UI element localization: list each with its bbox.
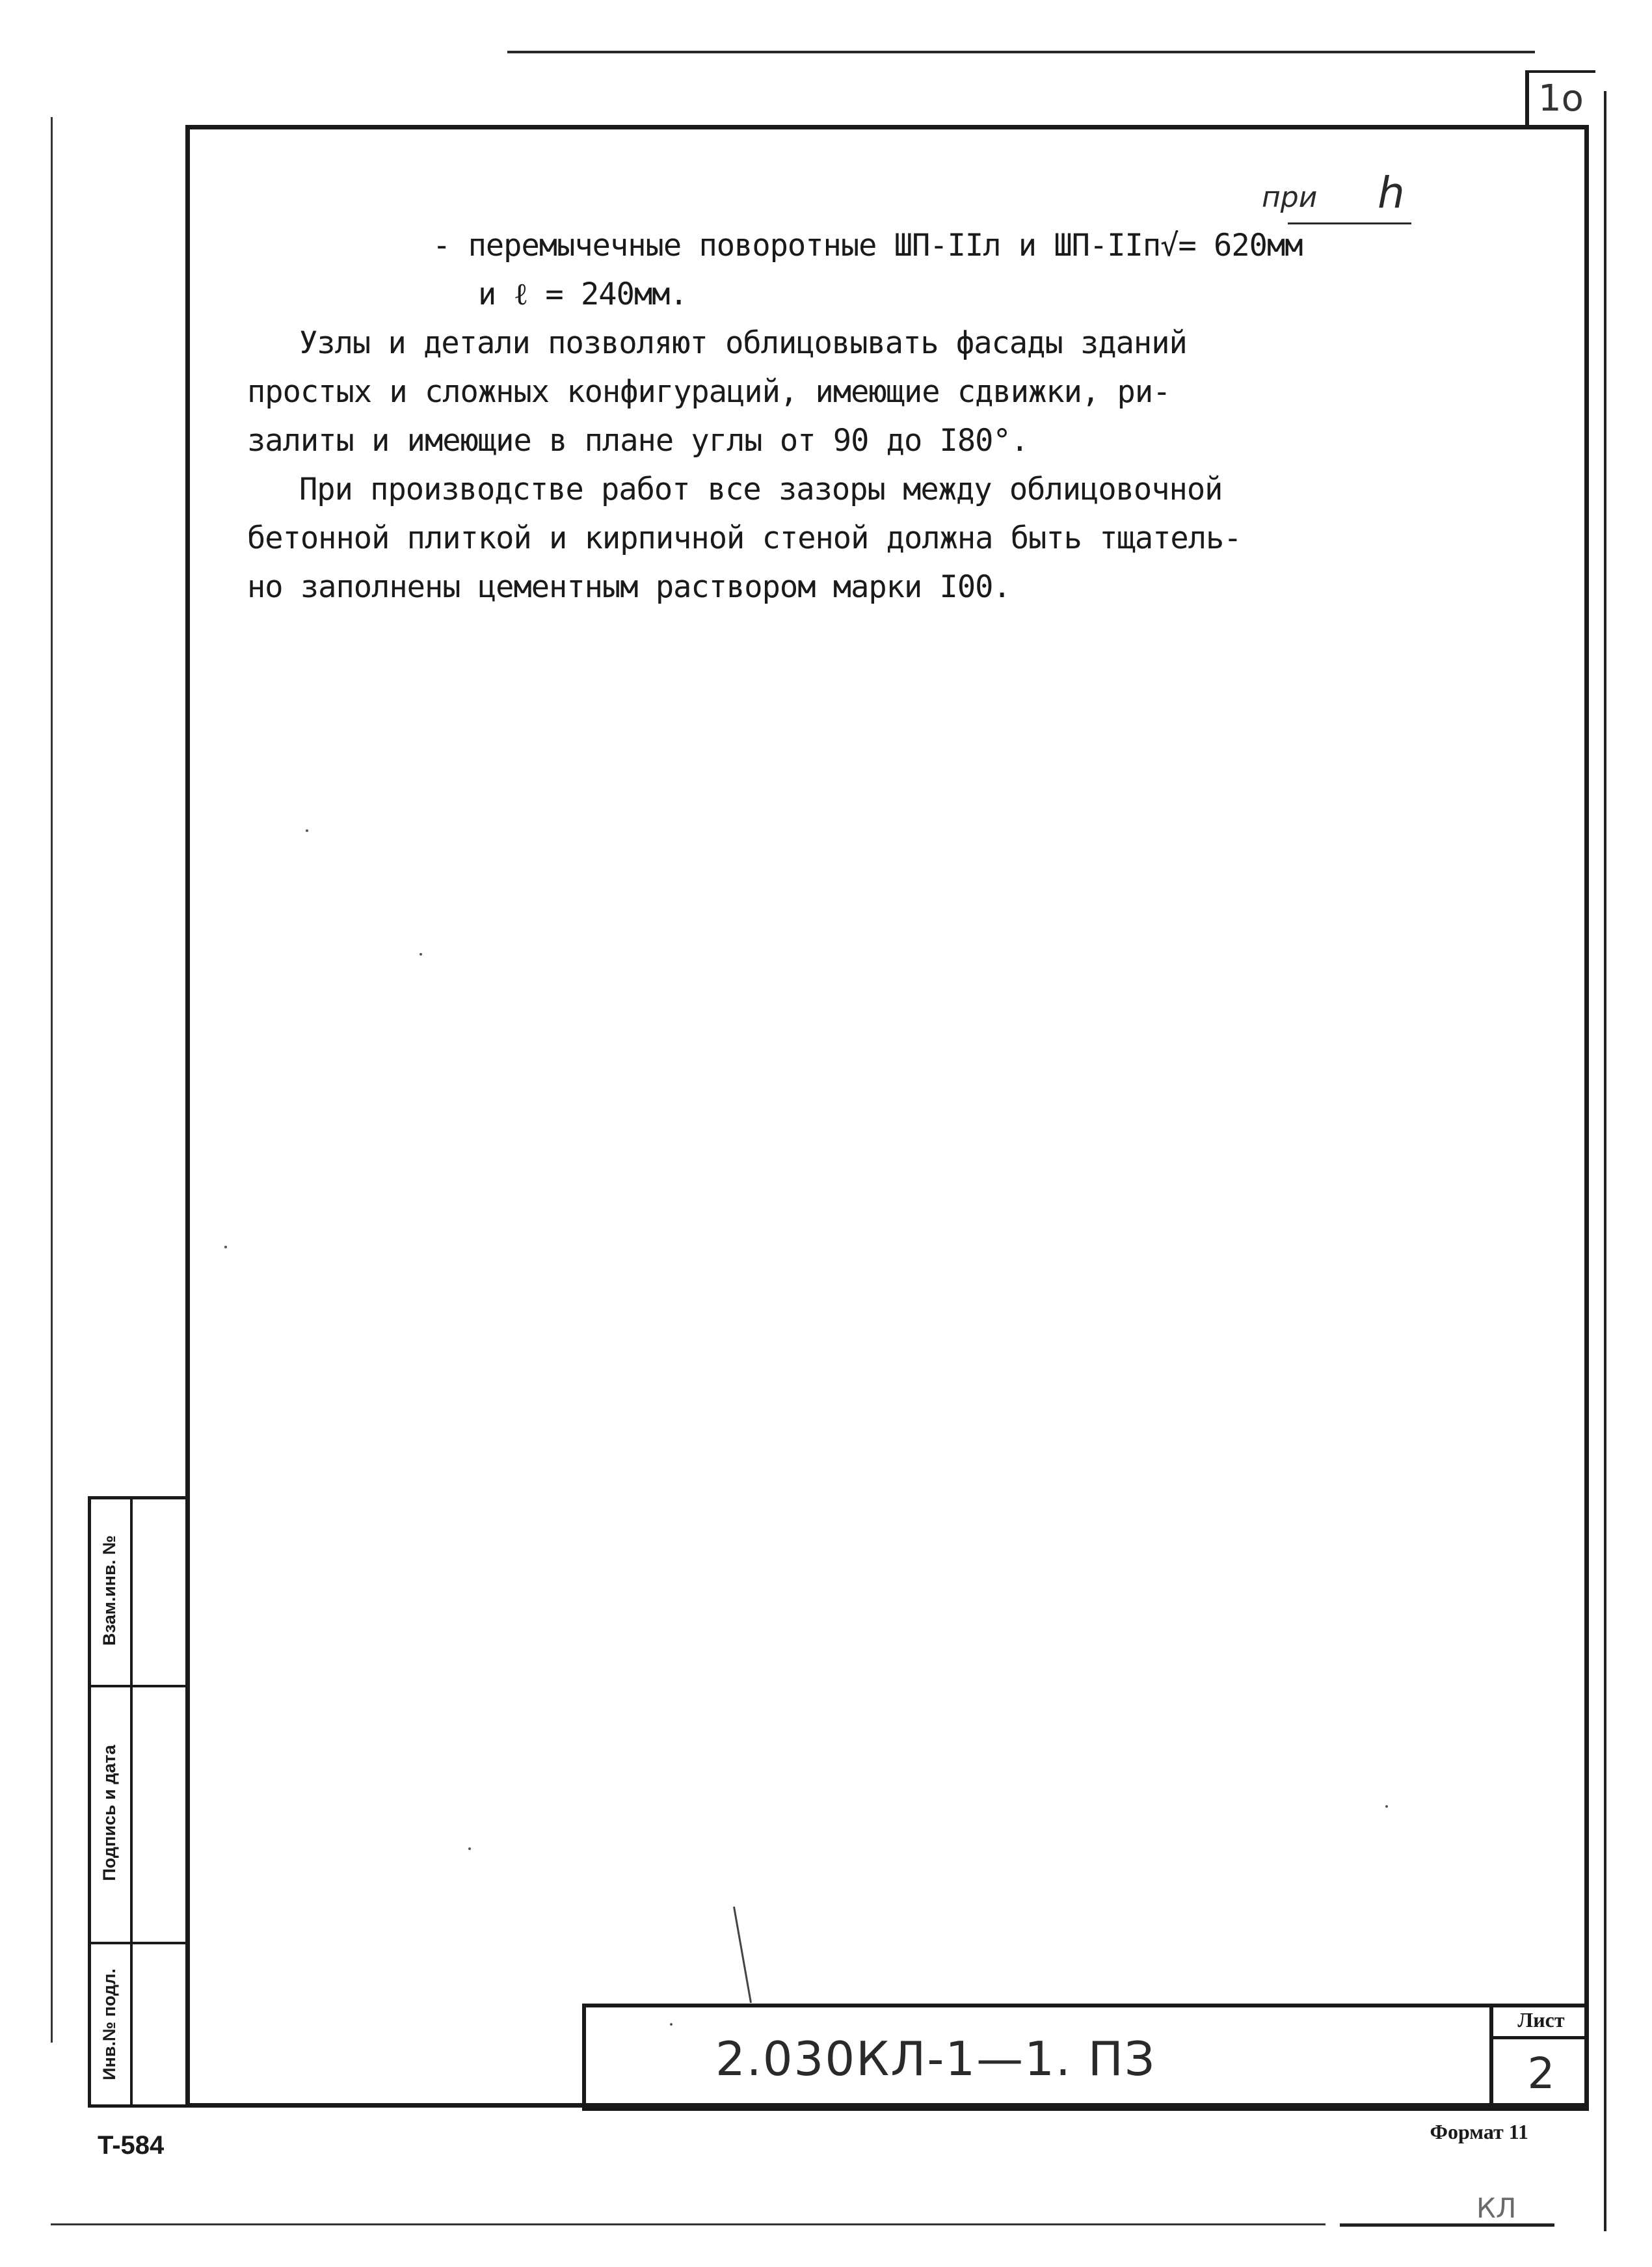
side-label-signature-date: Подпись и дата xyxy=(100,1745,119,1881)
text-line: - перемычечные поворотные ШП-IIл и ШП-IIп√= 620мм xyxy=(433,228,1303,263)
paragraph-start: Узлы и детали позволяют облицовывать фасады зданий xyxy=(299,325,1187,361)
scan-edge-line-top xyxy=(507,51,1535,53)
text-line: простых и сложных конфигураций, имеющие сдвижки, ри- xyxy=(247,374,1171,410)
scan-edge-line-left xyxy=(51,117,53,2043)
scan-speck xyxy=(224,1246,227,1248)
handwritten-initials: КЛ xyxy=(1476,2192,1517,2224)
sheet-label: Лист xyxy=(1517,2008,1565,2032)
text-line: и ℓ = 240мм. xyxy=(478,276,687,312)
paragraph-start: При производстве работ все зазоры между облицовочной xyxy=(299,472,1223,507)
scan-speck xyxy=(468,1847,471,1850)
side-label-original-inv: Инв.№ подл. xyxy=(100,1968,119,2080)
sheet-number: 2 xyxy=(1527,2048,1555,2099)
text-line: бетонной плиткой и кирпичной стеной должна быть тщатель- xyxy=(247,520,1242,556)
scan-speck xyxy=(420,953,422,956)
scan-edge-line-bottom xyxy=(51,2223,1326,2225)
text-line: но заполнены цементным раствором марки I00. xyxy=(247,569,1011,605)
handwritten-h: h xyxy=(1378,168,1405,218)
body-text xyxy=(247,221,1551,611)
handwritten-note: при xyxy=(1262,181,1318,214)
scan-speck xyxy=(1385,1805,1388,1808)
scan-speck xyxy=(306,829,308,832)
side-label-replacement-inv: Взам.инв. № xyxy=(100,1535,119,1646)
t-code: T-584 xyxy=(98,2131,165,2160)
format-label: Формат 11 xyxy=(1430,2120,1528,2143)
text-line: залиты и имеющие в плане углы от 90 до I80°. xyxy=(247,423,1029,459)
side-stamp-column-divider xyxy=(130,1496,133,2108)
scan-edge-line-right xyxy=(1604,91,1606,2231)
document-code: 2.030КЛ-1—1. ПЗ xyxy=(715,2032,1156,2086)
corner-page-number: 1о xyxy=(1538,77,1584,120)
